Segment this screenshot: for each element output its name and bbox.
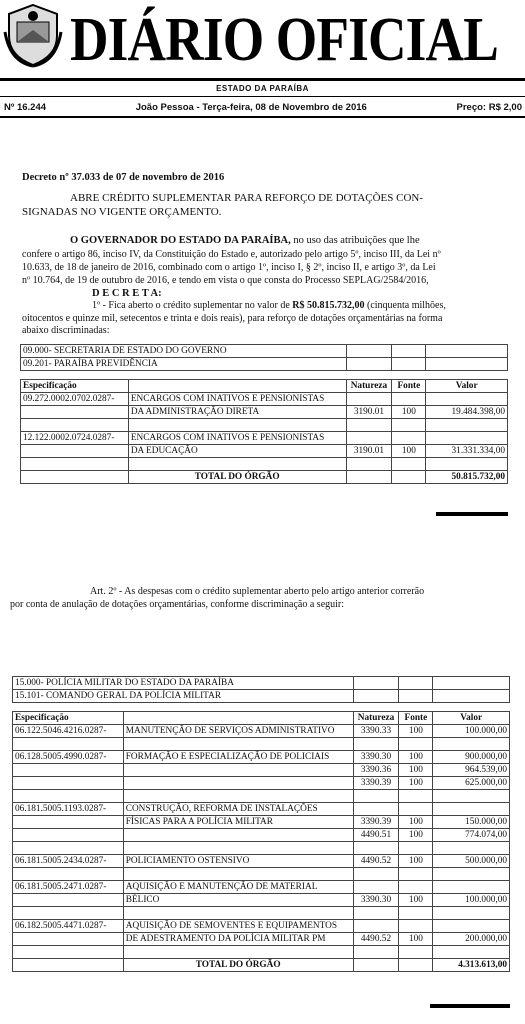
org-unit-name: 09.201- PARAÍBA PREVIDÊNCIA (21, 358, 347, 371)
row-desc: BÉLICO (123, 894, 353, 907)
row-code: 06.182.5005.4471.0287- (13, 920, 124, 933)
org-unit-name: 15.101- COMANDO GERAL DA POLÍCIA MILITAR (13, 690, 354, 703)
table-row (13, 894, 510, 907)
decree-preamble-line1 (70, 234, 420, 247)
row-fonte: 100 (399, 751, 433, 764)
table-row (13, 764, 510, 777)
total-row (21, 471, 508, 484)
row-natureza: 4490.51 (353, 829, 399, 842)
article1-text: 1º - Fica aberto o crédito suplementar no valor de (92, 300, 293, 311)
table-row (13, 725, 510, 738)
table-header-row (21, 380, 508, 393)
row-code: 06.181.5005.2471.0287- (13, 881, 124, 894)
header-fonte: Fonte (399, 712, 433, 725)
row-natureza: 3190.01 (346, 445, 392, 458)
table-row (13, 777, 510, 790)
org-row (21, 358, 508, 371)
article1-text-cont: (cinquenta milhões, (364, 300, 446, 311)
masthead-rule (0, 78, 525, 81)
row-desc: AQUISIÇÃO DE SEMOVENTES E EQUIPAMENTOS (123, 920, 353, 933)
header-fonte: Fonte (392, 380, 426, 393)
preamble-text: no uso das atribuições que lhe (290, 235, 420, 246)
decree-preamble-line4: nº 10.764, de 19 de outubro de 2016, e tendo em vista o que consta do Processo SEPLAG/2584/2016, (22, 275, 429, 286)
table-row (13, 933, 510, 946)
row-desc: MANUTENÇÃO DE SERVIÇOS ADMINISTRATIVO (123, 725, 353, 738)
row-valor: 500.000,00 (433, 855, 510, 868)
table-row (21, 393, 508, 406)
row-valor: 900.000,00 (433, 751, 510, 764)
row-valor: 625.000,00 (433, 777, 510, 790)
org-name: 09.000- SECRETARIA DE ESTADO DO GOVERNO (21, 345, 347, 358)
decree-preamble-line2: confere o artigo 86, inciso IV, da Constituição do Estado e, autorizado pelo artigo 5º, inciso III, da Lei nº (22, 249, 441, 260)
row-natureza: 3190.01 (346, 406, 392, 419)
issue-info-bar (4, 102, 522, 113)
row-desc: DA EDUCAÇÃO (128, 445, 346, 458)
row-desc: FÍSICAS PARA A POLÍCIA MILITAR (123, 816, 353, 829)
table-row (21, 406, 508, 419)
masthead-rule-thin (0, 96, 525, 97)
article1-line1 (92, 299, 446, 312)
row-valor: 200.000,00 (433, 933, 510, 946)
table-row (21, 432, 508, 445)
article1-line2: oitocentos e quinze mil, setecentos e trinta e dois reais), para reforço de dotações orçamentárias na forma (22, 313, 443, 324)
row-natureza: 3390.36 (353, 764, 399, 777)
state-name: ESTADO DA PARAÍBA (216, 84, 309, 93)
allocation-table-1 (20, 344, 508, 484)
row-desc: ENCARGOS COM INATIVOS E PENSIONISTAS (128, 432, 346, 445)
issue-number: Nº 16.244 (4, 102, 47, 113)
row-natureza: 3390.39 (353, 777, 399, 790)
total-underline (430, 1004, 510, 1008)
row-desc: DE ADESTRAMENTO DA POLÍCIA MILITAR PM (123, 933, 353, 946)
row-code: 06.128.5005.4990.0287- (13, 751, 124, 764)
org-row (13, 677, 510, 690)
row-fonte: 100 (399, 816, 433, 829)
row-fonte: 100 (392, 406, 426, 419)
table-row (13, 881, 510, 894)
header-valor: Valor (426, 380, 508, 393)
governor-heading: O GOVERNADOR DO ESTADO DA PARAÍBA, (70, 235, 291, 246)
table-row (13, 920, 510, 933)
header-spec: Especificação (21, 380, 129, 393)
decree-title: Decreto nº 37.033 de 07 de novembro de 2016 (22, 172, 225, 183)
row-valor: 31.331.334,00 (426, 445, 508, 458)
article1-value: R$ 50.815.732,00 (292, 300, 365, 311)
row-code: 12.122.0002.0724.0287- (21, 432, 129, 445)
newspaper-title: DIÁRIO OFICIAL (70, 6, 498, 74)
row-natureza: 3390.30 (353, 751, 399, 764)
row-fonte: 100 (399, 725, 433, 738)
article2-line1: Art. 2º - As despesas com o crédito suplementar aberto pelo artigo anterior correrão (90, 586, 425, 597)
table-header-row (13, 712, 510, 725)
table-row (21, 445, 508, 458)
org-name: 15.000- POLÍCIA MILITAR DO ESTADO DA PARAÍBA (13, 677, 354, 690)
decree-ementa-line2: SIGNADAS NO VIGENTE ORÇAMENTO. (22, 206, 222, 218)
total-underline (436, 512, 508, 516)
total-value: 50.815.732,00 (426, 471, 508, 484)
org-row (13, 690, 510, 703)
row-valor: 100.000,00 (433, 894, 510, 907)
header-spec: Especificação (13, 712, 124, 725)
table-row (13, 829, 510, 842)
row-natureza: 4490.52 (353, 933, 399, 946)
total-row (13, 959, 510, 972)
article2-line2: por conta de anulação de dotações orçamentárias, conforme discriminação a seguir: (10, 599, 345, 610)
row-code: 06.181.5005.1193.0287- (13, 803, 124, 816)
row-fonte: 100 (399, 777, 433, 790)
row-natureza: 3390.33 (353, 725, 399, 738)
decree-decreta: D E C R E T A: (92, 288, 162, 299)
header-valor: Valor (433, 712, 510, 725)
row-fonte: 100 (399, 933, 433, 946)
row-code: 09.272.0002.0702.0287- (21, 393, 129, 406)
table-row (13, 816, 510, 829)
row-desc: CONSTRUÇÃO, REFORMA DE INSTALAÇÕES (123, 803, 353, 816)
row-natureza: 3390.39 (353, 816, 399, 829)
row-fonte: 100 (399, 829, 433, 842)
row-fonte: 100 (392, 445, 426, 458)
header-natureza: Natureza (353, 712, 399, 725)
table-row (13, 855, 510, 868)
row-natureza: 4490.52 (353, 855, 399, 868)
masthead-rule-bottom (0, 116, 525, 118)
total-label: TOTAL DO ÓRGÃO (128, 471, 346, 484)
table-row (13, 803, 510, 816)
issue-date: João Pessoa - Terça-feira, 08 de Novembro de 2016 (135, 102, 367, 113)
row-valor: 19.484.398,00 (426, 406, 508, 419)
article1-line3: abaixo discriminadas: (22, 325, 110, 336)
row-desc: FORMAÇÃO E ESPECIALIZAÇÃO DE POLICIAIS (123, 751, 353, 764)
row-valor: 774.074,00 (433, 829, 510, 842)
row-desc: DA ADMINISTRAÇÃO DIRETA (128, 406, 346, 419)
row-valor: 964.539,00 (433, 764, 510, 777)
row-valor: 150.000,00 (433, 816, 510, 829)
row-valor: 100.000,00 (433, 725, 510, 738)
row-fonte: 100 (399, 855, 433, 868)
row-code: 06.181.5005.2434.0287- (13, 855, 124, 868)
state-seal-icon (2, 2, 64, 68)
row-desc: AQUISIÇÃO E MANUTENÇÃO DE MATERIAL (123, 881, 353, 894)
issue-price: Preço: R$ 2,00 (456, 102, 522, 113)
row-desc: ENCARGOS COM INATIVOS E PENSIONISTAS (128, 393, 346, 406)
row-fonte: 100 (399, 894, 433, 907)
row-desc: POLICIAMENTO OSTENSIVO (123, 855, 353, 868)
row-fonte: 100 (399, 764, 433, 777)
org-row (21, 345, 508, 358)
decree-ementa-line1: ABRE CRÉDITO SUPLEMENTAR PARA REFORÇO DE DOTAÇÕES CON- (70, 192, 424, 204)
row-code: 06.122.5046.4216.0287- (13, 725, 124, 738)
table-row (13, 751, 510, 764)
total-value: 4.313.613,00 (433, 959, 510, 972)
header-natureza: Natureza (346, 380, 392, 393)
decree-preamble-line3: 10.633, de 18 de janeiro de 2016, combinado com o artigo 1º, inciso I, § 2º, inciso II, e artigo 3º, da Lei (22, 262, 436, 273)
total-label: TOTAL DO ÓRGÃO (123, 959, 353, 972)
allocation-table-2 (12, 676, 510, 972)
row-natureza: 3390.30 (353, 894, 399, 907)
